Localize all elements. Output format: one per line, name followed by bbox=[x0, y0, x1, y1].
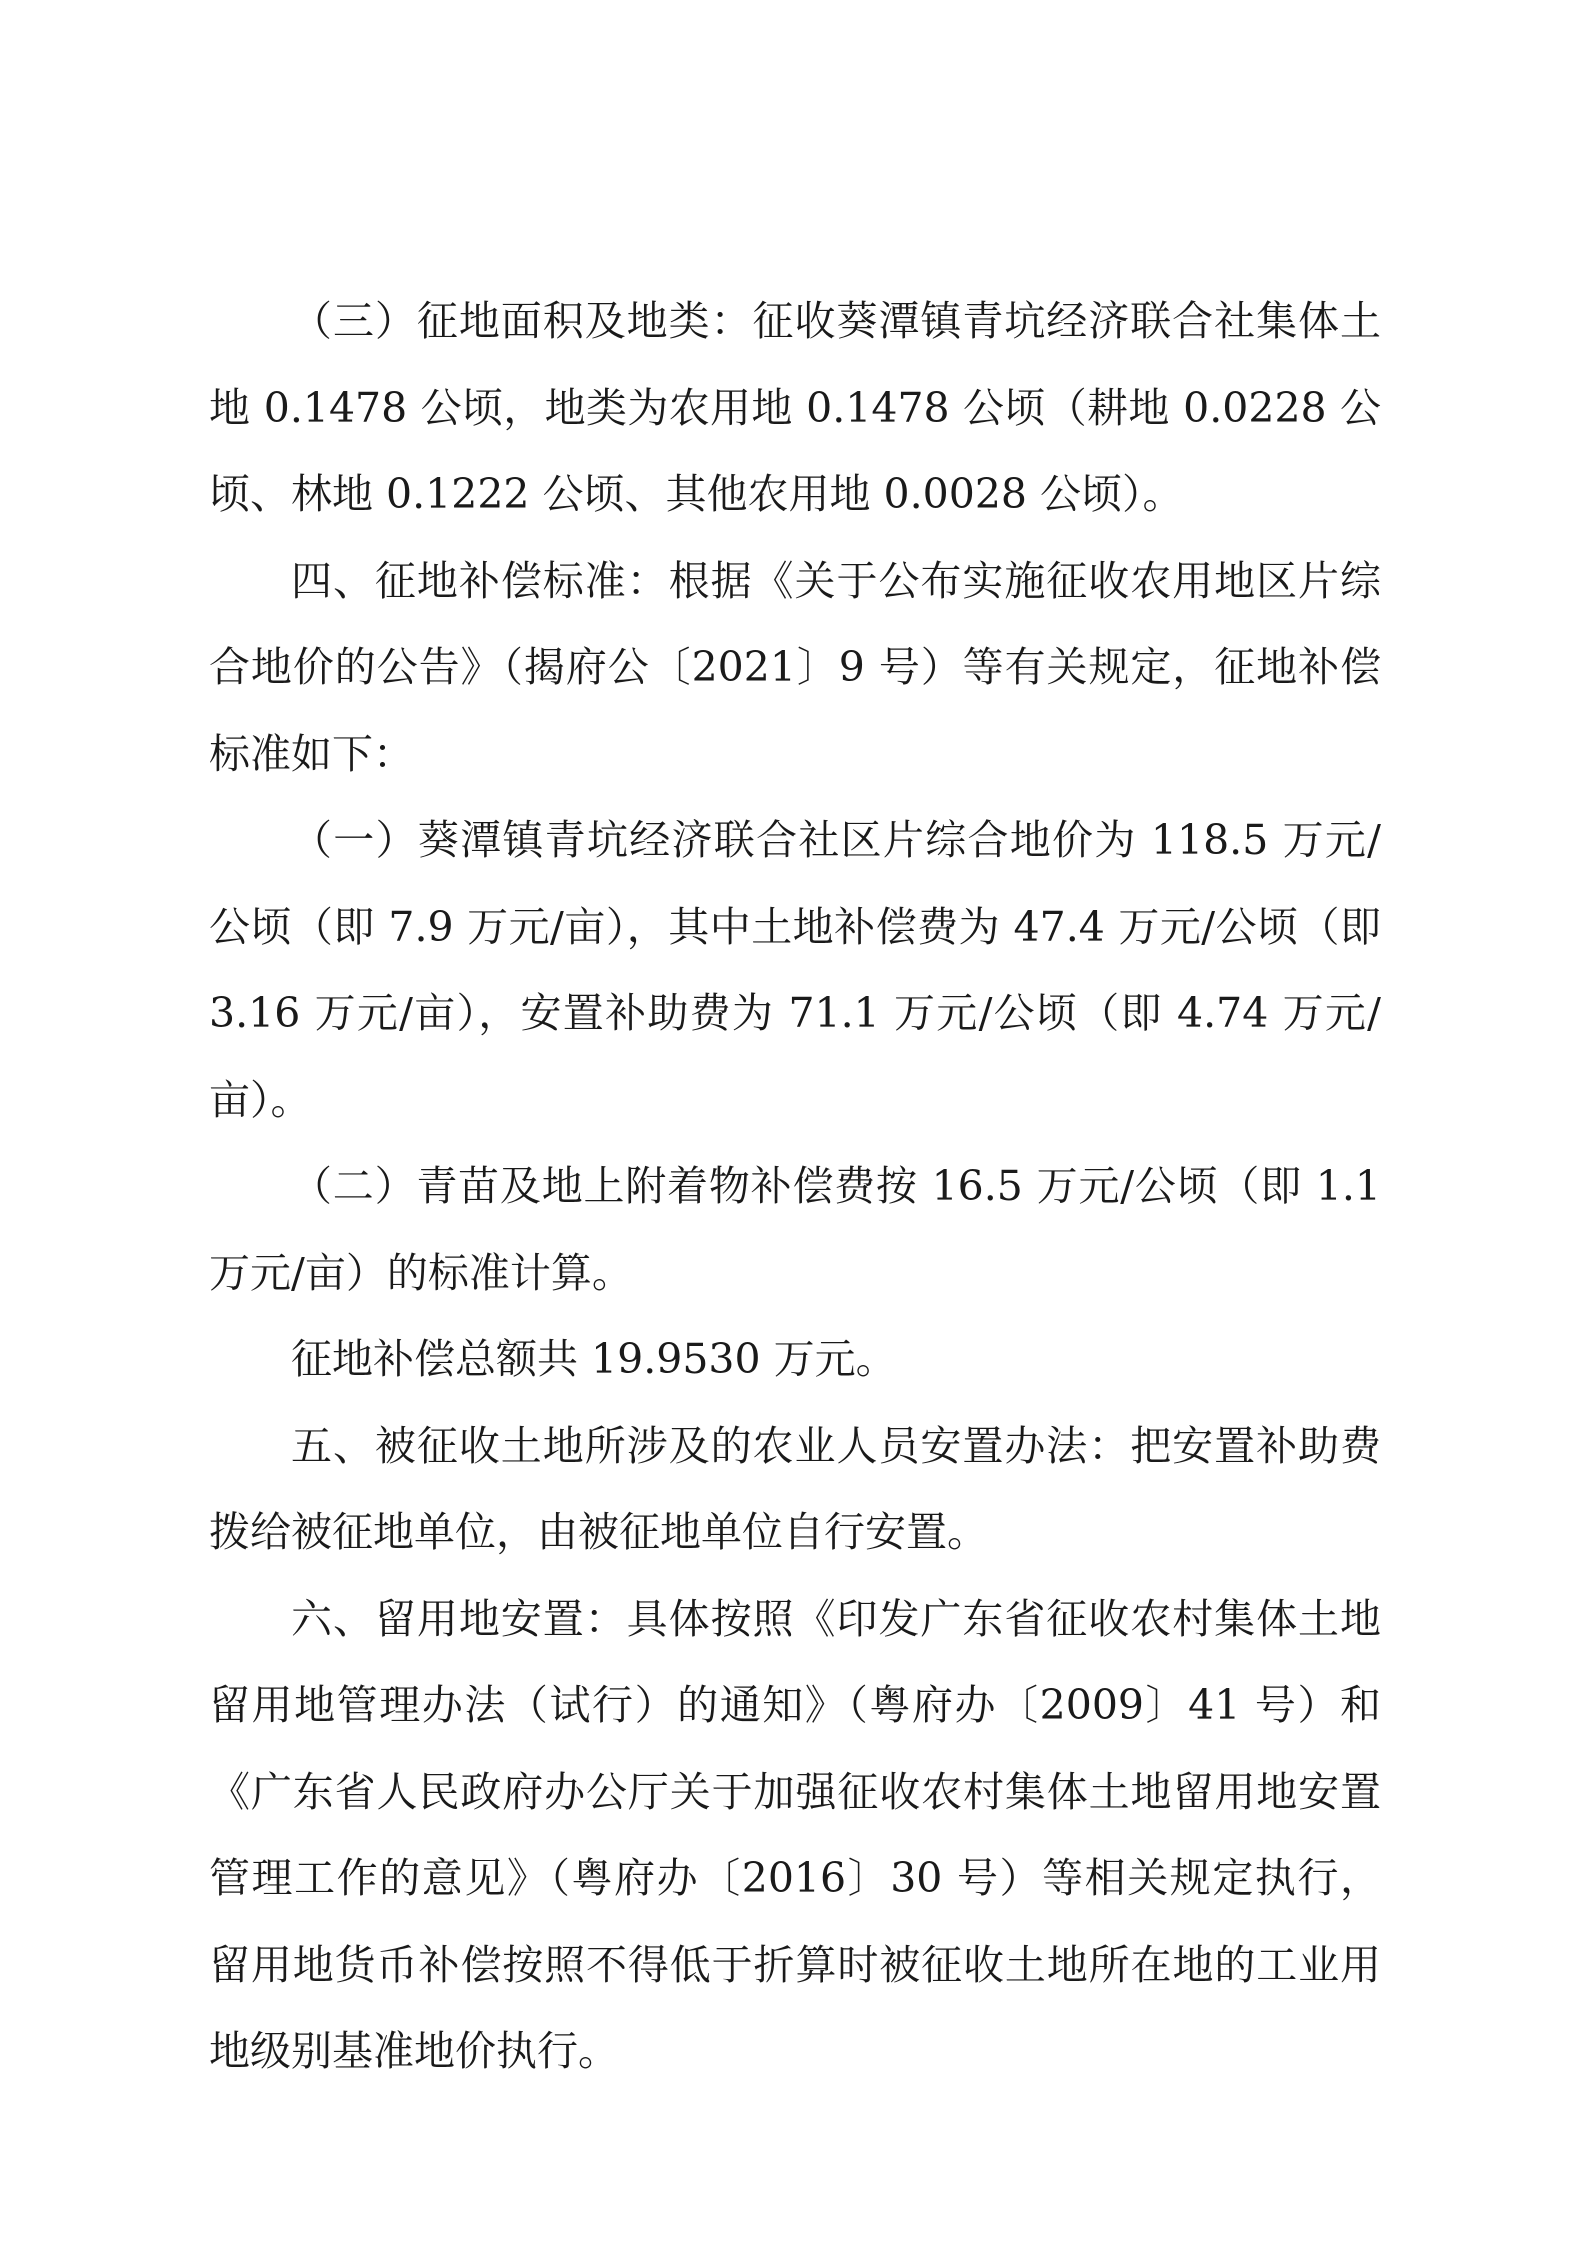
paragraph-crop-compensation: （二）青苗及地上附着物补偿费按 16.5 万元/公顷（即 1.1 万元/亩）的标准计算。 bbox=[209, 1162, 1381, 1297]
paragraph-reserved-land: 六、留用地安置：具体按照《印发广东省征收农村集体土地留用地管理办法（试行）的通知》（粤府办〔2009〕41 号）和《广东省人民政府办公厅关于加强征收农村集体土地留用地安置管理工作的意见》（粤府办〔2016〕30 号）等相关规定执行，留用地货币补偿按照不得低于折算时被征收土地所在地的工业用地级别基准地价执行。 bbox=[209, 1594, 1381, 2075]
paragraph-total-compensation: 征地补偿总额共 19.9530 万元。 bbox=[291, 1335, 897, 1383]
paragraph-personnel-resettlement: 五、被征收土地所涉及的农业人员安置办法：把安置补助费拨给被征地单位，由被征地单位自行安置。 bbox=[209, 1421, 1381, 1556]
paragraph-compensation-standard: 四、征地补偿标准：根据《关于公布实施征收农用地区片综合地价的公告》（揭府公〔2021〕9 号）等有关规定，征地补偿标准如下： bbox=[209, 556, 1381, 778]
document-body bbox=[209, 278, 1381, 2095]
paragraph-land-area-and-type: （三）征地面积及地类：征收葵潭镇青坑经济联合社集体土地 0.1478 公顷，地类为农用地 0.1478 公顷（耕地 0.0228 公顷、林地 0.1222 公顷、其他农用地 0.0028 公顷）。 bbox=[209, 297, 1381, 518]
paragraph-regional-land-price: （一）葵潭镇青坑经济联合社区片综合地价为 118.5 万元/公顷（即 7.9 万元/亩），其中土地补偿费为 47.4 万元/公顷（即 3.16 万元/亩），安置补助费为 71.1 万元/公顷（即 4.74 万元/亩）。 bbox=[209, 816, 1381, 1124]
